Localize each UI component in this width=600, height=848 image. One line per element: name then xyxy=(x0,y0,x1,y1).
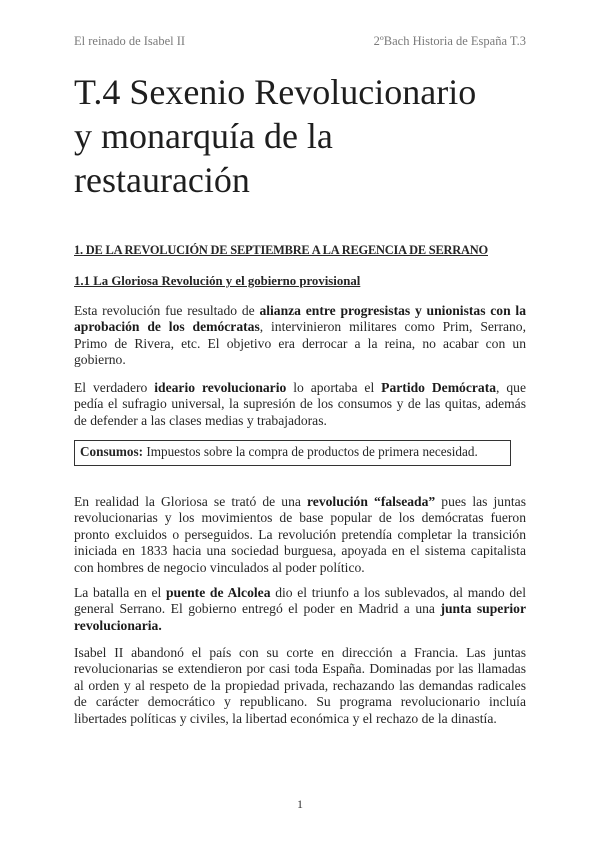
page-header xyxy=(74,34,526,52)
title-line-3: restauración xyxy=(74,160,250,200)
paragraph-2-bold-b: Partido Demócrata xyxy=(381,380,497,395)
paragraph-4 xyxy=(74,585,526,634)
section-heading-1: 1. DE LA REVOLUCIÓN DE SEPTIEMBRE A LA REGENCIA DE SERRANO xyxy=(74,243,488,257)
definition-text: Impuestos sobre la compra de productos de primera necesidad. xyxy=(143,444,478,459)
paragraph-2-bold-a: ideario revolucionario xyxy=(154,380,287,395)
definition-term: Consumos: xyxy=(80,444,144,459)
paragraph-3-text-a: En realidad la Gloriosa se trató de una xyxy=(74,494,307,509)
paragraph-4-text-b: dio el triunfo a los sublevados, al mando del general Serrano. El gobierno entregó el poder en Madrid a una xyxy=(74,585,526,617)
paragraph-3 xyxy=(74,494,526,576)
header-right-text: 2ºBach Historia de España T.3 xyxy=(373,34,526,48)
paragraph-5 xyxy=(74,645,526,727)
title-line-1: T.4 Sexenio Revolucionario xyxy=(74,72,477,112)
paragraph-2-text-a: El verdadero xyxy=(74,380,155,395)
page-title xyxy=(74,70,534,202)
page-number: 1 xyxy=(297,797,303,811)
paragraph-5-text-a: Isabel II abandonó el país con su corte en dirección a Francia. Las juntas revolucionarias se extendieron por casi toda España. Dominadas por las llamadas al orden y al respeto de la propiedad privada, rechazando las demandas radicales de carácter democrático y republicano. Su programa revolucionario incluía libertades políticas y civiles, la libertad económica y el rechazo de la dinastía. xyxy=(74,645,526,726)
paragraph-1-text-a: Esta revolución fue resultado de xyxy=(74,303,260,318)
paragraph-1-bold-a: alianza entre progresistas y unionistas con la aprobación de los demócratas xyxy=(74,303,526,335)
title-line-2: y monarquía de la xyxy=(74,116,333,156)
paragraph-1 xyxy=(74,303,526,369)
paragraph-3-bold-a: revolución “falseada” xyxy=(307,494,436,509)
subsection-heading-1-1: 1.1 La Gloriosa Revolución y el gobierno provisional xyxy=(74,274,361,288)
paragraph-4-text-a: La batalla en el xyxy=(74,585,166,600)
header-left-text: El reinado de Isabel II xyxy=(74,34,186,48)
paragraph-4-bold-a: puente de Alcolea xyxy=(165,585,271,600)
paragraph-2-text-c: , que pedía el sufragio universal, la supresión de los consumos y de las quitas, además de defender a las clases medias y trabajadoras. xyxy=(74,380,526,428)
paragraph-2 xyxy=(74,380,526,429)
paragraph-3-text-b: pues las juntas revolucionarias y los movimientos de base popular de los demócratas fueron pronto excluidos o perseguidos. La revolución pretendía completar la transición iniciada en 1833 hacia una sociedad burguesa, apoyada en el sistema capitalista con hombres de negocio vinculados al poder político. xyxy=(74,494,526,575)
paragraph-4-bold-b: junta superior revolucionaria. xyxy=(74,601,526,633)
paragraph-1-text-b: , intervinieron militares como Prim, Serrano, Primo de Rivera, etc. El objetivo era derrocar a la reina, no acabar con un gobierno. xyxy=(74,319,527,368)
paragraph-2-text-b: lo aportaba el xyxy=(286,380,382,395)
definition-box xyxy=(74,440,511,466)
